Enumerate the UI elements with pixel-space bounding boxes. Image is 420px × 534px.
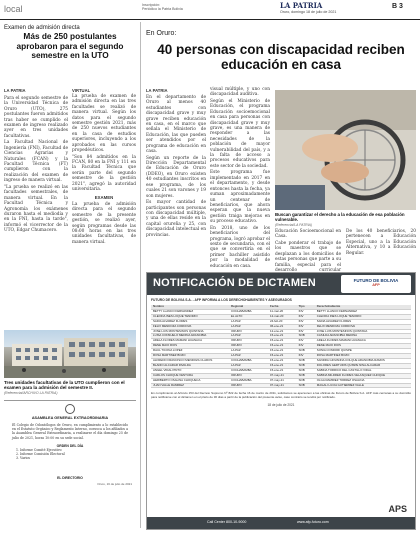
table-cell: LA PAZ bbox=[229, 354, 268, 359]
table-cell: ANGEL VIDAL PINTO bbox=[151, 368, 229, 373]
table-cell: FELIX MENDOZA CORDOVA bbox=[315, 324, 411, 329]
table-cell: ADELA FLORES MAMANI HUANACA bbox=[151, 339, 229, 344]
agenda-item: 3. Varios bbox=[16, 456, 31, 461]
table-cell: SOB bbox=[297, 349, 315, 354]
table-cell: ORURO bbox=[229, 383, 268, 388]
table-cell: OLGA RAMIREZ TORREZ OSALINA bbox=[315, 378, 411, 383]
date-line: Oruro, domingo 18 de julio de 2021 bbox=[280, 10, 337, 14]
main-col1-p1: En el departamento de Oruro al menos 40 estudiantes con discapacidad grave y muy grave reciben educación en casa, en el marco que señala el Ministerio de Educación, las que pueden ser atendidos por el programa de educación en casa. bbox=[146, 95, 206, 155]
table-cell: INV bbox=[297, 314, 315, 319]
notice-date: Oruro, 16 de julio de 2021 bbox=[97, 482, 132, 487]
dictamen-banner bbox=[147, 273, 415, 295]
left-col2 bbox=[72, 94, 136, 324]
table-cell: FELIX MENDOZA CORDOVA bbox=[151, 324, 229, 329]
table-cell: JUAN VALLE RAMIREZ bbox=[151, 383, 229, 388]
table-cell: SOB bbox=[297, 363, 315, 368]
table-cell: CARLOS CHOQUE VENTURA bbox=[151, 373, 229, 378]
main-kicker: En Oruro: bbox=[146, 30, 177, 37]
left-col2-p1: La prueba de examen de admisión directa en las tres facultades se realizó de manera virtual. Según los datos para el segundo semestre gestión 2021, más de 250 nuevos estudiantes en la casa de estudios superiores, incluyendo a los aprobados en las cursos propedéuticos. bbox=[72, 94, 136, 154]
table-cell: ORURO bbox=[229, 329, 268, 334]
table-cell: INV bbox=[297, 339, 315, 344]
table-cell: 15-ene-21 bbox=[268, 354, 297, 359]
table-cell: COCHABAMBA bbox=[229, 368, 268, 373]
dictamen-subtitle: FUTURO DE BOLIVIA S.A. - AFP INFORMA A LOS DERECHOHABIENTES Y ASEGURADOS bbox=[151, 298, 292, 302]
table-cell: 15-ene-21 bbox=[268, 339, 297, 344]
notice-agenda bbox=[4, 448, 136, 461]
table-cell: ROSA MARTINEZ BOZO bbox=[151, 354, 229, 359]
table-cell: 15-ene-21 bbox=[268, 368, 297, 373]
main-col3a bbox=[275, 229, 341, 274]
table-cell: SADIA ALVAREZ FLORES bbox=[151, 319, 229, 324]
page-number: B 3 bbox=[392, 3, 403, 10]
aps-logo: APS bbox=[388, 504, 407, 514]
table-cell: 07-may-21 bbox=[268, 373, 297, 378]
main-col1-p3: Es mayor cantidad de participantes son personas con discapacidad múltiple, y una de ellas reside en la capital orureña y 25, con discapacidad intelectual en provincias. bbox=[146, 200, 206, 238]
table-cell: SOB bbox=[297, 373, 315, 378]
main-col1 bbox=[146, 95, 206, 267]
table-cell: INV bbox=[297, 329, 315, 334]
table-cell: 11-mar-20 bbox=[268, 309, 297, 314]
dictamen-title: NOTIFICACIÓN DE DICTAMEN bbox=[153, 277, 316, 289]
main-col2-p3: Este programa fue implementado en 2017 en el departamento, y desde entonces hasta la fecha, ya suman aproximadamente un centenar de beneficiarios, que ahora esperan que la nueva gestión traiga mejoras en su proceso educativo. bbox=[210, 170, 270, 225]
table-header-cell: Tipo bbox=[297, 305, 315, 309]
notice-signature: EL DIRECTORIO bbox=[57, 476, 83, 481]
table-cell: BETTY LLANCO FERNANDEZ bbox=[151, 309, 229, 314]
left-photo-credit: (Referencial/ARCHIVO LA PATRIA) bbox=[4, 391, 58, 395]
table-cell: 12-ene-21 bbox=[268, 329, 297, 334]
table-cell: EL ALTO bbox=[229, 314, 268, 319]
notice-agenda-title: ORDEN DEL DÍA bbox=[56, 443, 84, 448]
main-headline: 40 personas con discapacidad reciben educación en casa bbox=[157, 42, 405, 72]
table-cell: ADELA FLORES MAMANI HUANACA bbox=[315, 339, 411, 344]
main-photo-caption: Buscan garantizar el derecho a la educación de esa población vulnerable. bbox=[275, 212, 405, 223]
table-cell: CASILDA ARANCIBIA MEDINA bbox=[315, 334, 411, 339]
notice-title: ASAMBLEA GENERAL EXTRAORDINARIA bbox=[31, 416, 109, 420]
table-cell: ORURO bbox=[229, 339, 268, 344]
table-cell: CLEOFIA INES LOQUE TENORIO bbox=[315, 314, 411, 319]
education-photo bbox=[275, 90, 416, 210]
left-col2-subhead: EXAMEN bbox=[94, 194, 114, 200]
table-cell: JOSE LUIS MONTESINOS QUINTANA bbox=[151, 329, 229, 334]
assembly-notice bbox=[4, 400, 136, 526]
table-header-cell: Regional bbox=[229, 305, 268, 309]
table-cell: RAUL TICONA LOPEZ bbox=[151, 349, 229, 354]
left-virtual: VIRTUAL bbox=[72, 88, 91, 93]
table-cell: SOB bbox=[297, 334, 315, 339]
main-col2-p1: visual múltiple, y uno con discapacidad auditiva. bbox=[210, 87, 270, 98]
table-header-cell: Fecha bbox=[268, 305, 297, 309]
table-cell: INV bbox=[297, 354, 315, 359]
left-headline: Más de 250 postulantes aprobaron para el segundo semestre en la UTO bbox=[16, 31, 124, 61]
table-cell: 15-ene-21 bbox=[268, 334, 297, 339]
table-cell: ORURO bbox=[229, 344, 268, 349]
table-cell: 07-may-21 bbox=[268, 383, 297, 388]
table-cell: 15-ene-21 bbox=[268, 363, 297, 368]
afp-brand-sub: AFP bbox=[372, 283, 380, 287]
table-cell: COCHABAMBA bbox=[229, 309, 268, 314]
table-cell: COCHABAMBA bbox=[229, 378, 268, 383]
table-cell: SABINA MILDRED FLORES VELASQUEZ CHOQUE bbox=[315, 373, 411, 378]
table-cell: INV bbox=[297, 344, 315, 349]
main-col3-p1: Educación Socioemocional en Casa. bbox=[275, 229, 341, 240]
agenda-item: 2. Informe Comisión Electoral bbox=[16, 452, 65, 457]
left-photo-caption: Tres unidades facultativas de la UTO cumplieron con el examen para la admisión del semestre II. bbox=[4, 380, 125, 391]
table-cell: SOB bbox=[297, 368, 315, 373]
afp-logo bbox=[341, 275, 411, 293]
table-cell: SABINA TORRICO DEL CASTILLO VIDAL bbox=[315, 368, 411, 373]
dictamen-ad bbox=[146, 272, 416, 530]
table-cell: MAGALI LUCIA GUTIERREZ VALLE bbox=[315, 383, 411, 388]
table-cell: RENE MAIO RIOS bbox=[151, 344, 229, 349]
main-col3-p3: De los 40 beneficiarios, 20 pertenecen a Educación Especial, uno a la Educación Alternativa, y 10 a Educación Regular. bbox=[346, 229, 416, 256]
table-cell: SADIA ALVAREZ FLORES bbox=[315, 319, 411, 324]
left-kicker: Examen de admisión directa bbox=[4, 25, 80, 31]
table-cell: LA PAZ bbox=[229, 319, 268, 324]
website-link[interactable]: www.afp-futuro.com bbox=[297, 520, 329, 524]
afp-brand: FUTURO DE BOLIVIA bbox=[353, 278, 399, 283]
table-cell: JOSE LUIS MONTESINOS QUINTANA bbox=[315, 329, 411, 334]
university-photo bbox=[4, 330, 136, 378]
table-cell: 06-ene-21 bbox=[268, 324, 297, 329]
left-byline: LA PATRIA bbox=[4, 88, 26, 93]
table-cell: LA PAZ bbox=[229, 324, 268, 329]
table-cell: LUISA CONSUELO MEDINA ARANCIBIA bbox=[151, 334, 229, 339]
table-cell: 12-mar-20 bbox=[268, 314, 297, 319]
notice-body: El Colegio de Odontólogos de Oruro, en cumplimiento a lo establecido en el Estatuto Orgánico y Reglamento Interno, convoca a los afiliados a la Asamblea General Extraordinaria, a realizarse el día domingo 25 de julio de 2021, horas 10:00 en su sede social. bbox=[12, 423, 128, 440]
table-cell: SOB bbox=[297, 358, 315, 363]
dictamen-bottom-bar bbox=[147, 517, 415, 529]
left-col1-p1: Para el segundo semestre de la Universidad Técnica de Oruro (UTO), 275 postulantes fueron admitidos tras haber se cumplido el examen de ingreso realizado ayer en tres unidades facultativas. bbox=[4, 96, 68, 139]
table-cell: HERIBERTO OSALINA CHOQUECA bbox=[151, 378, 229, 383]
column-rule bbox=[140, 22, 141, 528]
left-col1-p3: "La prueba se realizó en las facultades semestrales, de manera virtual. En la Facultad Técnica y Agronomía los exámenes duraron hasta el mediodía y en la FNI, hasta la tarde", informó el vicerrector de la UTO, Edgar Chumacero. bbox=[4, 184, 68, 234]
notice-logo bbox=[65, 404, 75, 414]
left-col1 bbox=[4, 96, 68, 326]
table-cell: 15-ene-21 bbox=[268, 349, 297, 354]
table-cell: SONIA CONDORI QUISPE bbox=[315, 349, 411, 354]
table-cell: 24-feb-20 bbox=[268, 319, 297, 324]
main-col2-p4: En 2018, uno de los beneficiarios del programa, logró aprobar el sexto de secundaria, con el que se convertiría en el primer bachiller asistido por la modalidad de educación en casa. bbox=[210, 225, 270, 269]
table-cell: RENE MAIO RIOS bbox=[315, 344, 411, 349]
main-col2-p2: Según el Ministerio de Educación, el programa Educación socioemocional en casa para personas con discapacidad grave y muy grave, es una manera de responder a las necesidades de la población de mayor vulnerabilidad del país, y a la falta de acceso a procesos educativos para este sector de la sociedad. bbox=[210, 99, 270, 169]
table-cell: COCHABAMBA bbox=[229, 358, 268, 363]
table-cell: BETTY LLANCO FERNANDEZ bbox=[315, 309, 411, 314]
left-col2-p3: La prueba de admisión directa para el segundo semestre de la presente gestión, se realizó ayer, según programas desde las 08:00 horas en las tres unidades facultativas, de manera virtual. bbox=[72, 201, 136, 245]
dictamen-date: 18 de julio de 2021 bbox=[267, 403, 295, 408]
table-cell: 15-ene-21 bbox=[268, 358, 297, 363]
table-cell: SOB bbox=[297, 378, 315, 383]
call-center: Call Center 800-10-9000 bbox=[207, 520, 247, 524]
table-cell: SOB bbox=[297, 383, 315, 388]
dictamen-table-wrap bbox=[147, 305, 415, 388]
table-cell: DOLORES GERTUDIS QUISPE NINA ALCARAR bbox=[315, 363, 411, 368]
table-cell: INV bbox=[297, 309, 315, 314]
header-rule bbox=[0, 19, 420, 20]
main-col2 bbox=[210, 87, 270, 267]
table-cell: BLADIO ALCARAR RIVALDA bbox=[151, 363, 229, 368]
table-header-cell: Derechohabiente bbox=[315, 305, 411, 309]
inscription-label: Inscripción: Periódico la Patria Bolivia bbox=[142, 3, 183, 12]
agenda-item: 1. Informe Comité Ejecutivo bbox=[16, 447, 62, 452]
table-cell: INV bbox=[297, 324, 315, 329]
section-label: local bbox=[4, 4, 23, 14]
main-col3-p2: Cabe ponderar el trabajo de los maestros que se desplazan a los domicilios de estas personas que parte a su familia, especial para el desarrollo curricular bbox=[275, 241, 341, 274]
left-story bbox=[4, 25, 136, 61]
table-cell: INV bbox=[297, 319, 315, 324]
left-col1-p2: La Facultad Nacional de Ingeniería (FNI), Facultad de Ciencias Agrarias y Naturales (FCAN) y la Facultad Técnica (FT) cumplieron con la realización del examen de ingreso de manera virtual. bbox=[4, 140, 68, 184]
left-col2-p2: "Son 84 admitidos en la FCAN, 80 en la FNI y 111 en la Facultad Técnica que serán parte del segundo semestre de la gestión 2021", agregó la autoridad universitaria. bbox=[72, 154, 136, 193]
main-byline: LA PATRIA bbox=[146, 88, 168, 93]
table-cell: ROSA MARTINEZ BOZO bbox=[315, 354, 411, 359]
table-cell: ALFREDO FRANCISCO MENDOZA CLAROS bbox=[151, 358, 229, 363]
table-cell: 15-ene-21 bbox=[268, 344, 297, 349]
main-col1-p2: Según un reporte de la Dirección Departamental de Educación de Oruro (DDEO), en Oruro existen 40 estudiantes inscritos en ese programa, de los cuales 21 son varones y 19 son mujeres. bbox=[146, 155, 206, 199]
main-col3b bbox=[346, 229, 416, 269]
table-row bbox=[151, 383, 411, 388]
table-cell: LA PAZ bbox=[229, 363, 268, 368]
table-header-cell: Nombre bbox=[151, 305, 229, 309]
table-cell: SANDRA GIOVANNA COLQUE ARANCIBIA RAMOS bbox=[315, 358, 411, 363]
dictamen-footer-text: En cumplimiento al Artículo 153 del Decreto Supremo Nº 822 de fecha 16 de marzo de 2011, solicitamos se apersonen a las oficinas de Futuro de Bolivia S.A. AFP más cercanas a su domicilio para notificarse con el dictamen en el plazo de 30 días a partir de la publicación del presente aviso, caso contrario se tendrá por notificado. bbox=[151, 391, 411, 400]
masthead: LA PATRIA bbox=[280, 1, 323, 10]
dictamen-table bbox=[151, 305, 411, 388]
table-cell: LA PAZ bbox=[229, 334, 268, 339]
table-cell: ORURO bbox=[229, 373, 268, 378]
table-cell: CLEOFIA INES LOQUE TENORIO bbox=[151, 314, 229, 319]
main-photo-credit: (Referencial/LA PATRIA) bbox=[275, 223, 313, 227]
table-cell: 07-may-21 bbox=[268, 378, 297, 383]
table-cell: LA PAZ bbox=[229, 349, 268, 354]
